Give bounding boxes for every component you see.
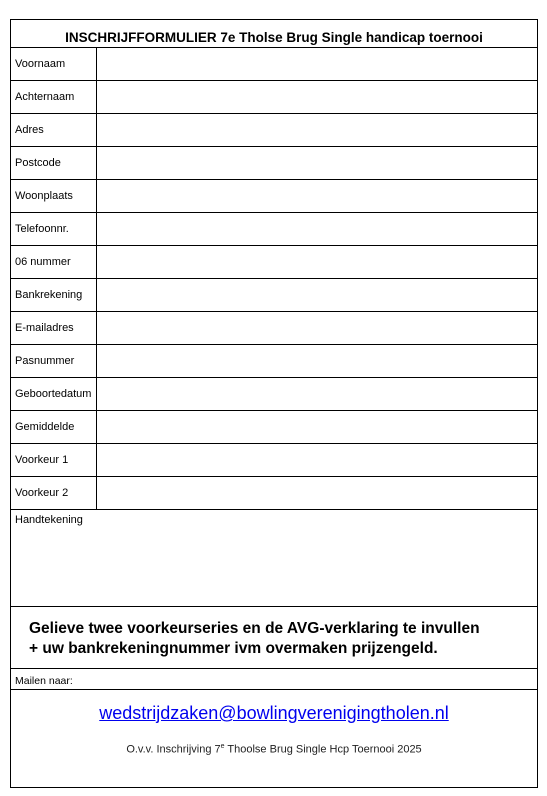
notice-line-1: Gelieve twee voorkeurseries en de AVG-verklaring te invullen bbox=[29, 620, 480, 637]
signature-field[interactable] bbox=[11, 510, 537, 607]
field-label: Voorkeur 2 bbox=[11, 477, 97, 509]
field-label: Adres bbox=[11, 114, 97, 146]
field-row-voorkeur-2 bbox=[11, 477, 537, 510]
field-row-geboortedatum bbox=[11, 378, 537, 411]
instruction-notice bbox=[11, 607, 537, 669]
field-row-e-mailadres bbox=[11, 312, 537, 345]
email-link[interactable]: wedstrijdzaken@bowlingverenigingtholen.nl bbox=[99, 703, 449, 723]
gemiddelde-input[interactable] bbox=[97, 411, 537, 443]
notice-line-2: + uw bankrekeningnummer ivm overmaken prijzengeld. bbox=[29, 640, 438, 657]
06-nummer-input[interactable] bbox=[97, 246, 537, 278]
field-label: E-mailadres bbox=[11, 312, 97, 344]
field-label: Telefoonnr. bbox=[11, 213, 97, 245]
field-row-06-nummer bbox=[11, 246, 537, 279]
field-label: Postcode bbox=[11, 147, 97, 179]
pasnummer-input[interactable] bbox=[97, 345, 537, 377]
e-mailadres-input[interactable] bbox=[97, 312, 537, 344]
reference-superscript: e bbox=[220, 743, 225, 750]
reference-suffix: Thoolse Brug Single Hcp Toernooi 2025 bbox=[224, 743, 422, 756]
field-label: Pasnummer bbox=[11, 345, 97, 377]
field-row-bankrekening bbox=[11, 279, 537, 312]
reference-prefix: O.v.v. Inschrijving 7 bbox=[126, 743, 221, 756]
woonplaats-input[interactable] bbox=[97, 180, 537, 212]
telefoonnr-input[interactable] bbox=[97, 213, 537, 245]
voorkeur-1-input[interactable] bbox=[97, 444, 537, 476]
geboortedatum-input[interactable] bbox=[97, 378, 537, 410]
field-row-adres bbox=[11, 114, 537, 147]
field-label: Achternaam bbox=[11, 81, 97, 113]
field-label: 06 nummer bbox=[11, 246, 97, 278]
field-label: Woonplaats bbox=[11, 180, 97, 212]
achternaam-input[interactable] bbox=[97, 81, 537, 113]
field-row-achternaam bbox=[11, 81, 537, 114]
field-row-telefoonnr bbox=[11, 213, 537, 246]
field-row-voorkeur-1 bbox=[11, 444, 537, 477]
field-list bbox=[11, 48, 537, 510]
form-title: INSCHRIJFFORMULIER 7e Tholse Brug Single handicap toernooi bbox=[11, 20, 537, 48]
field-row-gemiddelde bbox=[11, 411, 537, 444]
bankrekening-input[interactable] bbox=[97, 279, 537, 311]
reference-note bbox=[11, 743, 537, 756]
registration-form bbox=[10, 19, 538, 788]
adres-input[interactable] bbox=[97, 114, 537, 146]
field-label: Geboortedatum bbox=[11, 378, 97, 410]
field-row-woonplaats bbox=[11, 180, 537, 213]
contact-section bbox=[11, 690, 537, 756]
field-row-postcode bbox=[11, 147, 537, 180]
postcode-input[interactable] bbox=[97, 147, 537, 179]
field-label: Voorkeur 1 bbox=[11, 444, 97, 476]
field-row-voornaam bbox=[11, 48, 537, 81]
field-label: Bankrekening bbox=[11, 279, 97, 311]
field-row-pasnummer bbox=[11, 345, 537, 378]
mail-to-label: Mailen naar: bbox=[11, 669, 537, 690]
voorkeur-2-input[interactable] bbox=[97, 477, 537, 509]
voornaam-input[interactable] bbox=[97, 48, 537, 80]
field-label: Voornaam bbox=[11, 48, 97, 80]
signature-label: Handtekening bbox=[15, 514, 83, 526]
field-label: Gemiddelde bbox=[11, 411, 97, 443]
